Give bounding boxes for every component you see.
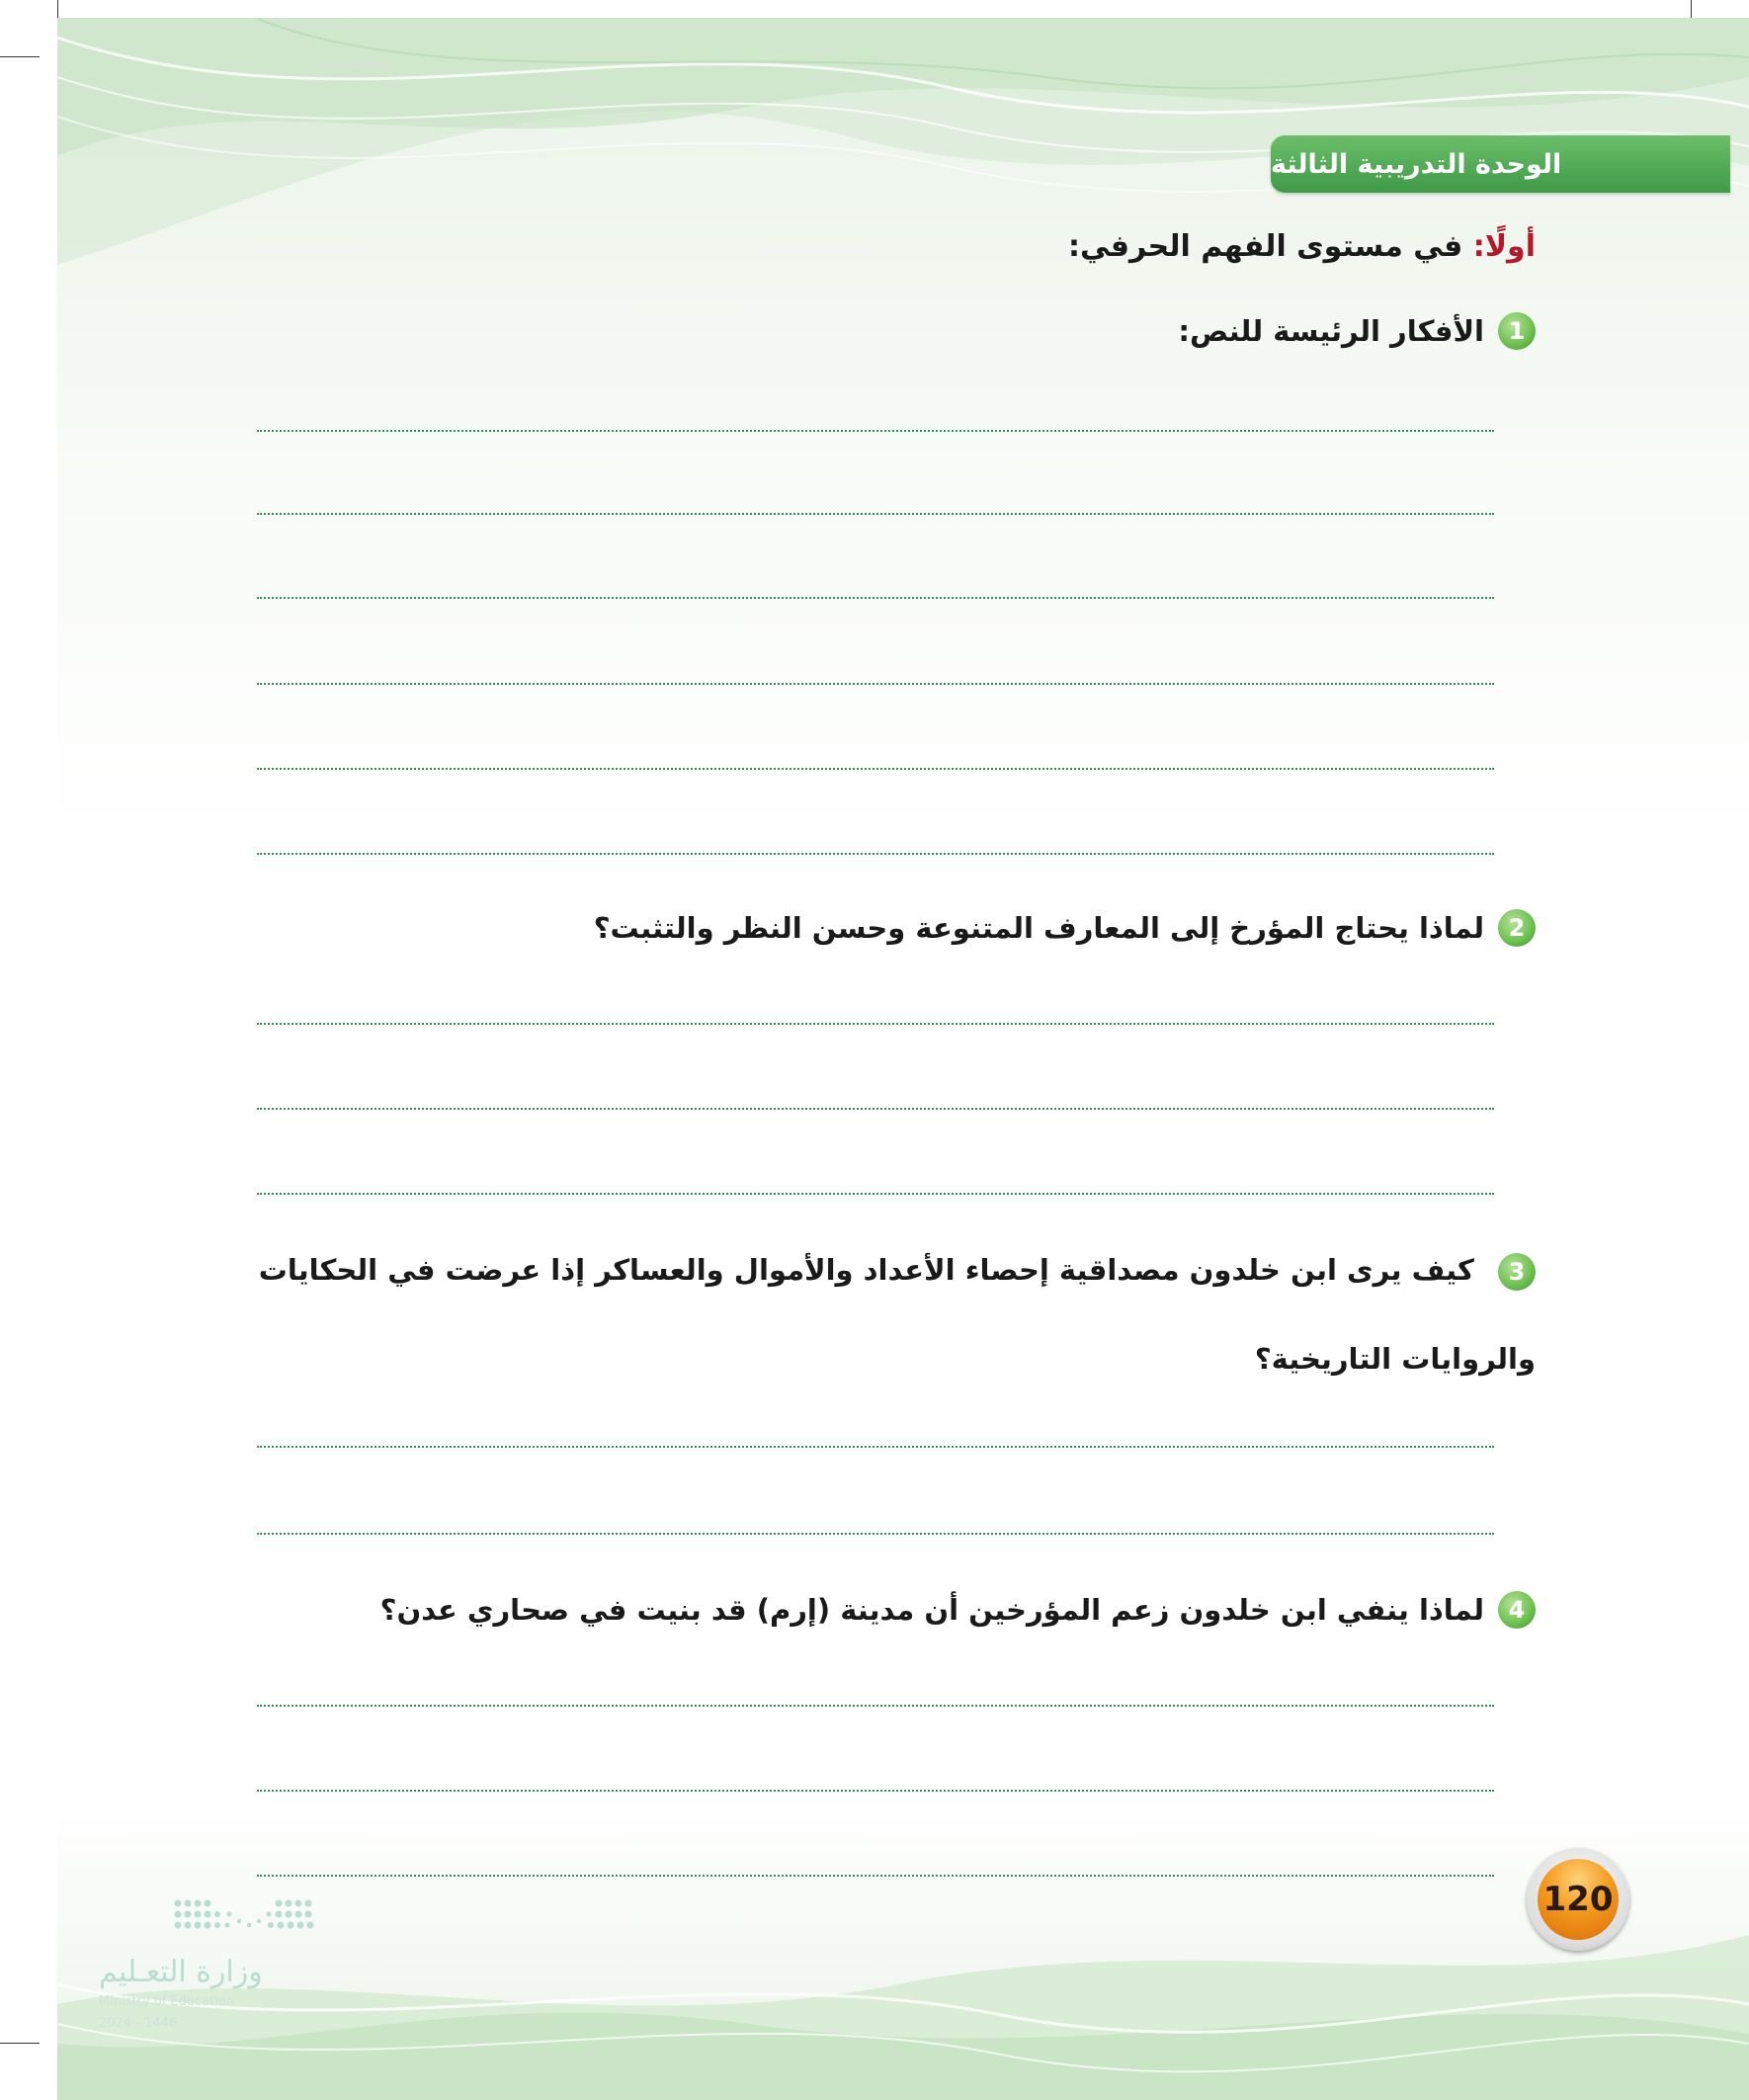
answer-line[interactable] bbox=[257, 853, 1494, 855]
answer-line[interactable] bbox=[257, 1108, 1494, 1110]
answer-line[interactable] bbox=[257, 1023, 1494, 1025]
answer-line[interactable] bbox=[257, 1705, 1494, 1707]
question-1 bbox=[1178, 312, 1536, 350]
question-2 bbox=[594, 909, 1536, 947]
question-number-badge: 1 bbox=[1498, 312, 1536, 350]
answer-line[interactable] bbox=[257, 597, 1494, 599]
question-text: الأفكار الرئيسة للنص: bbox=[1178, 314, 1484, 348]
answer-line[interactable] bbox=[257, 1533, 1494, 1535]
question-3 bbox=[241, 1225, 1536, 1403]
ministry-name-english: Ministry of Education bbox=[99, 1994, 235, 2009]
question-number-badge: 2 bbox=[1498, 909, 1536, 947]
answer-line[interactable] bbox=[257, 1875, 1494, 1877]
ministry-dots-icon bbox=[170, 1895, 328, 1945]
answer-line[interactable] bbox=[257, 1193, 1494, 1195]
page-number: 120 bbox=[1538, 1859, 1619, 1940]
answer-line[interactable] bbox=[257, 768, 1494, 770]
question-number-badge: 3 bbox=[1498, 1253, 1536, 1291]
section-label: أولًا: bbox=[1472, 229, 1536, 264]
crop-mark bbox=[0, 56, 40, 57]
section-heading bbox=[1068, 229, 1536, 264]
answer-line[interactable] bbox=[257, 513, 1494, 515]
answer-line[interactable] bbox=[257, 430, 1494, 432]
question-text: كيف يرى ابن خلدون مصداقية إحصاء الأعداد والأموال والعساكر إذا عرضت في الحكايات والروايات التاريخية؟ bbox=[258, 1253, 1536, 1376]
question-text: لماذا ينفي ابن خلدون زعم المؤرخين أن مدينة (إرم) قد بنيت في صحاري عدن؟ bbox=[379, 1593, 1484, 1627]
answer-line[interactable] bbox=[257, 1446, 1494, 1448]
page-number-badge bbox=[1527, 1848, 1629, 1951]
question-4 bbox=[380, 1591, 1536, 1629]
answer-line[interactable] bbox=[257, 683, 1494, 685]
unit-title-banner bbox=[1271, 135, 1730, 193]
unit-title: الوحدة التدريبية الثالثة bbox=[1271, 148, 1562, 180]
answer-line[interactable] bbox=[257, 1790, 1494, 1792]
question-text: لماذا يحتاج المؤرخ إلى المعارف المتنوعة وحسن النظر والتثبت؟ bbox=[593, 911, 1484, 945]
question-number-badge: 4 bbox=[1498, 1591, 1536, 1629]
edition-year: 2024 - 1446 bbox=[99, 2016, 178, 2031]
section-title: في مستوى الفهم الحرفي: bbox=[1067, 229, 1463, 264]
ministry-name-arabic: وزارة التعـليم bbox=[99, 1955, 263, 1989]
ministry-logo bbox=[99, 1895, 336, 2044]
crop-mark bbox=[0, 2043, 40, 2044]
